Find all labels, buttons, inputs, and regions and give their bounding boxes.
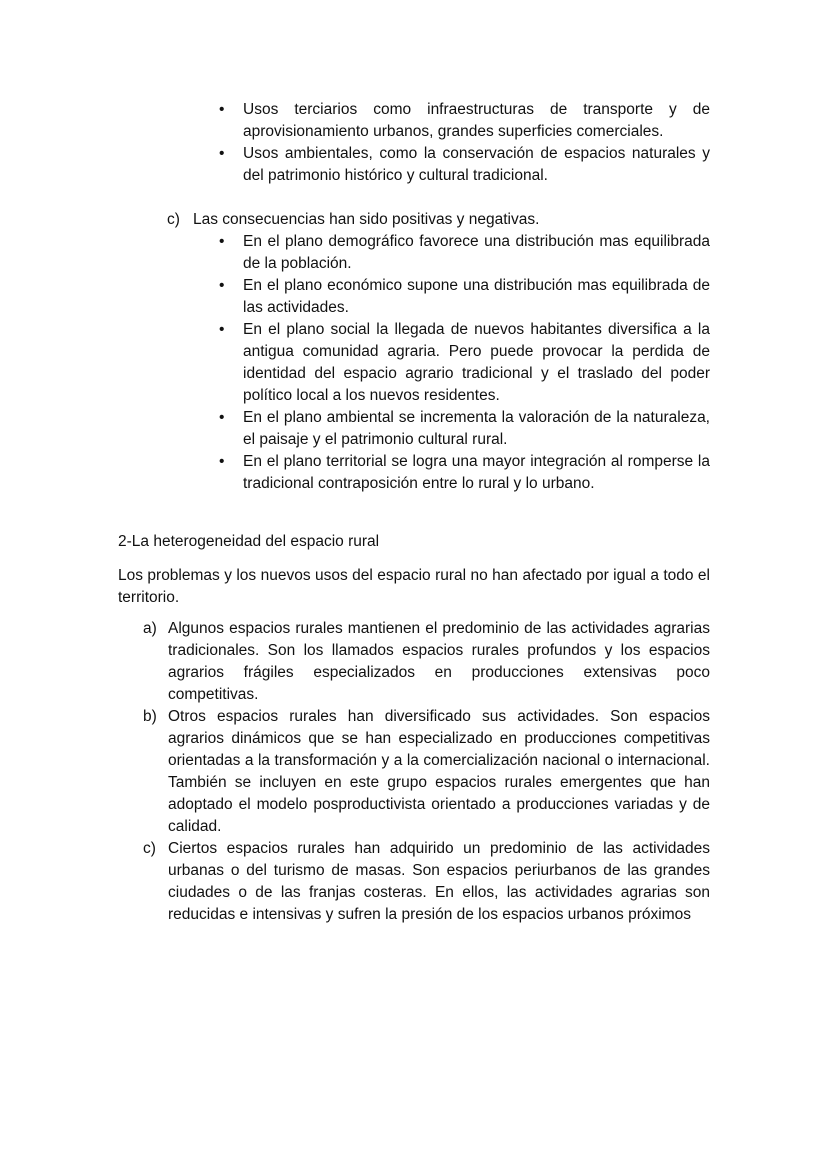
list-item-c (143, 838, 710, 926)
list-item-label: a) (143, 620, 157, 637)
bullet-item-tertiary-uses: • Usos terciarios como infraestructuras de transporte y de aprovisionamiento urbanos, grandes superficies comerciales. (243, 99, 710, 143)
list-item-text: Algunos espacios rurales mantienen el predominio de las actividades agrarias tradicionales. Son los llamados espacios rurales profundos y los espacios agrarios frágiles especializados en producciones extensivas poco competitivas. (168, 620, 710, 703)
bullet-item-social: • En el plano social la llegada de nuevos habitantes diversifica a la antigua comunidad agraria. Pero puede provocar la perdida de identidad del espacio agrario tradicional y el traslado del poder político local a los nuevos residentes. (243, 319, 710, 407)
land-use-bullet-list (243, 99, 710, 187)
bullet-item-territorial: • En el plano territorial se logra una mayor integración al romperse la tradicional contraposición entre lo rural y lo urbano. (243, 451, 710, 495)
intro-paragraph: Los problemas y los nuevos usos del espacio rural no han afectado por igual a todo el territorio. (118, 567, 710, 606)
list-item-text: Ciertos espacios rurales han adquirido un predominio de las actividades urbanas o del turismo de masas. Son espacios periurbanos de las grandes ciudades o de las franjas costeras. En ellos, las actividades agrarias son reducidas e intensivas y sufren la presión de los espacios urbanos próximos (168, 840, 710, 923)
list-item-label: c) (167, 211, 180, 228)
list-item-c-consequences (167, 209, 710, 231)
bullet-item-environmental-uses: • Usos ambientales, como la conservación de espacios naturales y del patrimonio histórico y cultural tradicional. (243, 143, 710, 187)
consequences-bullet-list (243, 231, 710, 495)
list-item-b (143, 706, 710, 838)
list-item-text: Otros espacios rurales han diversificado sus actividades. Son espacios agrarios dinámicos que se han especializado en producciones competitivas orientadas a la transformación y a la comercialización nacional o internacional. También se incluyen en este grupo espacios rurales emergentes que han adoptado el modelo posproductivista orientado a producciones variadas y de calidad. (168, 708, 710, 835)
bullet-item-economic: • En el plano económico supone una distribución mas equilibrada de las actividades. (243, 275, 710, 319)
list-item-text: Las consecuencias han sido positivas y negativas. (193, 211, 540, 228)
bullet-item-demographic: • En el plano demográfico favorece una distribución mas equilibrada de la población. (243, 231, 710, 275)
section-heading: 2-La heterogeneidad del espacio rural (118, 533, 380, 550)
list-item-label: b) (143, 708, 157, 725)
list-item-a (143, 618, 710, 706)
bullet-item-environmental: • En el plano ambiental se incrementa la valoración de la naturaleza, el paisaje y el patrimonio cultural rural. (243, 407, 710, 451)
list-item-label: c) (143, 840, 156, 857)
rural-space-types-list (143, 618, 710, 926)
